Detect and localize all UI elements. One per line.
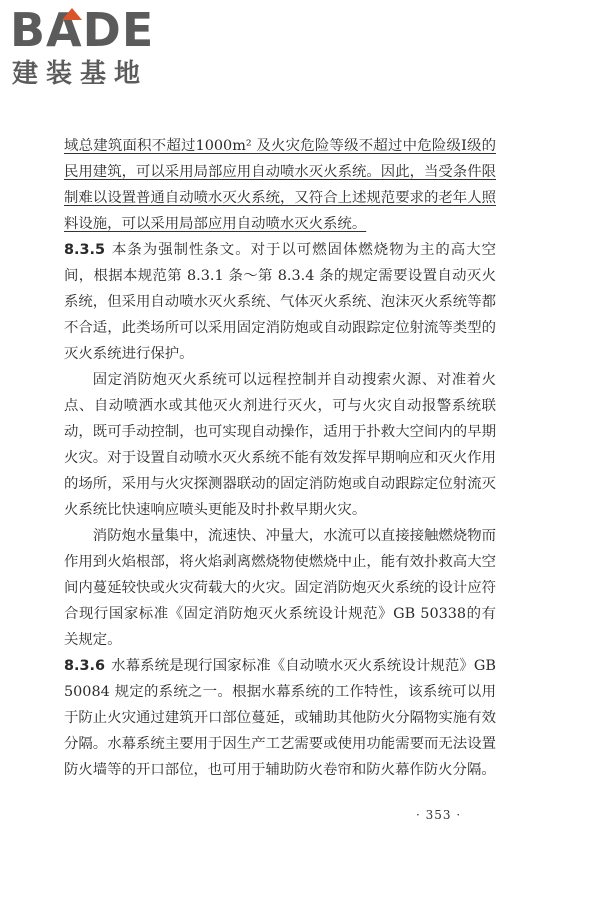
clause-8-3-6 xyxy=(64,653,496,783)
clause-8-3-5 xyxy=(64,237,496,367)
clause-number: 8.3.5 xyxy=(64,242,105,258)
logo-subtitle: 建装基地 xyxy=(12,59,149,89)
document-body xyxy=(64,133,496,783)
paragraph-fixed-cannon: 固定消防炮灭火系统可以远程控制并自动搜索火源、对准着火点、自动喷洒水或其他灭火剂进行灭火，可与火灾自动报警系统联动，既可手动控制，也可实现自动操作，适用于扑救大空间内的早期火灾。对于设置自动喷水灭火系统不能有效发挥早期响应和灭火作用的场所，采用与火灾探测器联动的固定消防炮或自动跟踪定位射流灭火系统比快速响应喷头更能及时扑救早期火灾。 xyxy=(64,372,496,518)
clause-number: 8.3.6 xyxy=(64,658,105,674)
clause-text: 本条为强制性条文。对于以可燃固体燃烧物为主的高大空间，根据本规范第 8.3.1 条～第 8.3.4 条的规定需要设置自动灭火系统，但采用自动喷水灭火系统、气体灭火系统、泡沫灭火系统等都不合适，此类场所可以采用固定消防炮或自动跟踪定位射流等类型的灭火系统进行保护。 xyxy=(64,242,496,362)
logo-accent-triangle xyxy=(62,8,82,20)
page-number: · 353 · xyxy=(416,808,462,822)
paragraph-continuation: 域总建筑面积不超过1000m² 及火灾危险等级不超过中危险级Ⅰ级的民用建筑，可以采用局部应用自动喷水灭火系统。因此，当受条件限制难以设置普通自动喷水灭火系统，又符合上述规范要求的老年人照料设施，可以采用局部应用自动喷水灭火系统。 xyxy=(64,138,496,232)
clause-text: 水幕系统是现行国家标准《自动喷水灭火系统设计规范》GB 50084 规定的系统之一。根据水幕系统的工作特性，该系统可以用于防止火灾通过建筑开口部位蔓延，或辅助其他防火分隔物实施有效分隔。水幕系统主要用于因生产工艺需要或使用功能需要而无法设置防火墙等的开口部位，也可用于辅助防火卷帘和防火幕作防火分隔。 xyxy=(64,658,496,778)
paragraph-cannon-water: 消防炮水量集中，流速快、冲量大，水流可以直接接触燃烧物而作用到火焰根部，将火焰剥离燃烧物使燃烧中止，能有效扑救高大空间内蔓延较快或火灾荷载大的火灾。固定消防炮灭火系统的设计应符合现行国家标准《固定消防炮灭火系统设计规范》GB 50338的有关规定。 xyxy=(64,528,496,648)
bade-logo xyxy=(10,4,180,92)
logo-wordmark: BADE xyxy=(10,3,155,57)
